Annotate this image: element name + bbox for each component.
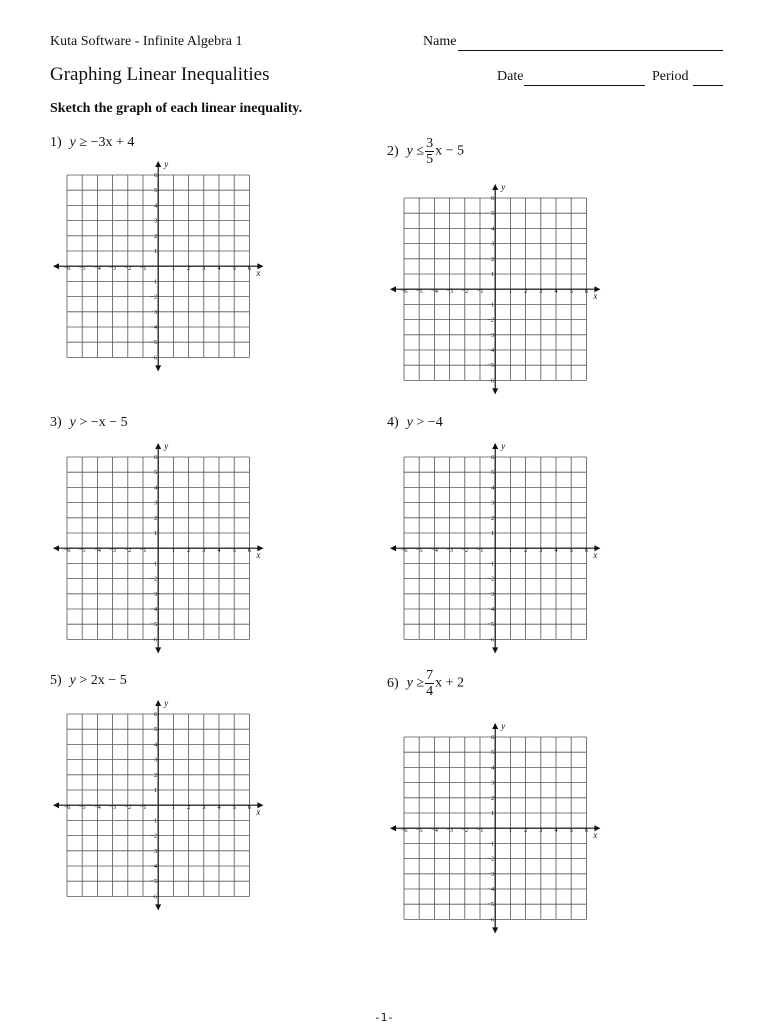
x-tick-label: 2 [186, 547, 191, 555]
y-tick-label: −3 [150, 590, 158, 598]
x-axis-label: x [256, 268, 261, 279]
y-tick-label: 2 [153, 771, 158, 779]
x-tick-label: 4 [554, 288, 558, 296]
fraction-numerator: 7 [426, 668, 434, 683]
coordinate-grid-6[interactable] [387, 720, 601, 940]
y-tick-label: 3 [153, 217, 158, 225]
y-tick-label: −4 [150, 324, 158, 331]
y-axis-label: y [501, 182, 506, 192]
x-tick-label: −3 [109, 804, 117, 812]
x-tick-label: −2 [124, 804, 132, 812]
name-label: Name [423, 34, 457, 49]
x-tick-label: −6 [400, 827, 408, 835]
x-axis-label: x [593, 291, 598, 302]
x-tick-label: 1 [508, 288, 513, 296]
x-tick-label: 3 [202, 265, 206, 273]
x-tick-label: 6 [247, 547, 252, 555]
x-axis-arrow-left [390, 286, 396, 292]
y-axis-arrow-down [492, 388, 498, 394]
y-tick-label: 1 [153, 530, 158, 537]
problem-operator: ≥ [416, 675, 425, 691]
problem-operator: ≤ [416, 143, 425, 159]
y-axis-label: y [164, 441, 169, 451]
y-tick-label: −3 [150, 847, 158, 855]
problem-variable: y [406, 675, 413, 691]
y-tick-label: −6 [150, 636, 158, 644]
problem-variable: y [69, 415, 76, 430]
x-tick-label: −2 [461, 288, 469, 296]
x-axis-label: x [256, 807, 261, 818]
y-axis-arrow-down [492, 927, 498, 933]
y-axis-arrow-down [492, 647, 498, 653]
x-tick-label: 3 [539, 827, 543, 835]
x-tick-label: 6 [247, 265, 252, 273]
x-tick-label: −4 [430, 547, 438, 555]
fraction-numerator: 3 [426, 136, 434, 151]
problem-variable: y [69, 135, 76, 150]
y-tick-label: 1 [490, 271, 495, 278]
y-tick-label: 1 [490, 530, 495, 537]
x-tick-label: −3 [446, 827, 454, 835]
y-axis-arrow-up [492, 184, 498, 190]
problem-5 [50, 673, 127, 689]
y-tick-label: 3 [490, 779, 495, 787]
coordinate-grid-1[interactable] [50, 158, 264, 378]
x-tick-label: 6 [584, 547, 589, 555]
y-tick-label: −2 [150, 832, 158, 840]
date-field-line[interactable] [524, 85, 645, 86]
x-tick-label: −1 [139, 547, 147, 555]
y-tick-label: 4 [153, 741, 158, 749]
x-tick-label: 5 [232, 265, 236, 273]
x-tick-label: 2 [523, 827, 528, 835]
problem-rhs: x − 5 [435, 143, 464, 159]
fraction-denominator: 4 [426, 684, 434, 699]
problem-2 [387, 136, 464, 167]
problem-operator: > [416, 415, 425, 430]
x-tick-label: 2 [523, 288, 528, 296]
name-field-line[interactable] [458, 50, 723, 51]
y-tick-label: 5 [153, 187, 158, 195]
y-tick-label: −6 [150, 354, 158, 362]
coordinate-grid-2[interactable] [387, 181, 601, 401]
problem-variable: y [406, 415, 413, 430]
y-tick-label: −5 [150, 621, 158, 629]
y-tick-label: 6 [153, 454, 158, 461]
x-tick-label: −4 [93, 547, 101, 555]
y-tick-label: 5 [490, 210, 495, 218]
x-tick-label: 1 [171, 804, 176, 812]
x-tick-label: 4 [554, 827, 558, 835]
x-tick-label: 2 [523, 547, 528, 555]
y-tick-label: −3 [487, 870, 495, 878]
x-tick-label: 5 [232, 804, 236, 812]
problem-4 [387, 415, 443, 431]
y-axis-arrow-down [155, 904, 161, 910]
problem-number: 6) [387, 675, 399, 691]
x-tick-label: 2 [186, 804, 191, 812]
problem-number: 3) [50, 415, 62, 430]
x-tick-label: −1 [139, 265, 147, 273]
y-tick-label: 6 [490, 454, 495, 461]
problem-variable: y [69, 673, 76, 688]
coordinate-grid-5[interactable] [50, 697, 264, 917]
worksheet-title: Graphing Linear Inequalities [50, 64, 270, 85]
x-tick-label: 1 [171, 265, 176, 273]
y-tick-label: 4 [153, 484, 158, 492]
y-tick-label: 2 [153, 232, 158, 240]
x-tick-label: −4 [93, 804, 101, 812]
problem-operator: ≥ [79, 135, 88, 150]
problem-variable: y [406, 143, 413, 159]
y-tick-label: −2 [150, 293, 158, 301]
x-axis-arrow-left [390, 545, 396, 551]
x-tick-label: 4 [217, 804, 221, 812]
y-axis-arrow-down [155, 365, 161, 371]
y-axis-arrow-up [155, 700, 161, 706]
y-tick-label: −5 [487, 362, 495, 370]
y-tick-label: 1 [490, 810, 495, 817]
y-tick-label: 2 [490, 794, 495, 802]
y-tick-label: −1 [487, 840, 495, 848]
x-tick-label: 2 [186, 265, 191, 273]
y-tick-label: −5 [150, 878, 158, 886]
coordinate-grid-3[interactable] [50, 440, 264, 660]
y-tick-label: −3 [487, 331, 495, 339]
y-axis-arrow-up [155, 161, 161, 167]
y-axis-label: y [501, 441, 506, 451]
y-tick-label: 4 [490, 225, 495, 233]
y-tick-label: −4 [150, 606, 158, 613]
y-tick-label: −4 [487, 886, 495, 893]
problem-6 [387, 668, 464, 699]
y-tick-label: 4 [490, 764, 495, 772]
x-tick-label: 3 [539, 288, 543, 296]
x-tick-label: −3 [109, 547, 117, 555]
x-tick-label: 4 [217, 547, 221, 555]
x-tick-label: 3 [202, 547, 206, 555]
y-tick-label: 3 [490, 499, 495, 507]
problem-number: 2) [387, 143, 399, 159]
problem-number: 4) [387, 415, 399, 430]
problem-operator: > [79, 673, 88, 688]
y-tick-label: −1 [150, 817, 158, 825]
problem-1 [50, 135, 134, 151]
x-tick-label: −2 [124, 265, 132, 273]
problem-operator: > [79, 415, 88, 430]
x-tick-label: −1 [476, 547, 484, 555]
x-tick-label: −5 [78, 547, 86, 555]
y-tick-label: −6 [487, 377, 495, 385]
page-number: -1- [374, 1011, 394, 1024]
software-title: Kuta Software - Infinite Algebra 1 [50, 34, 243, 49]
y-axis-arrow-up [492, 443, 498, 449]
y-tick-label: 6 [490, 734, 495, 741]
y-tick-label: 6 [153, 172, 158, 179]
fraction [425, 668, 434, 699]
x-tick-label: 3 [539, 547, 543, 555]
x-tick-label: −1 [476, 827, 484, 835]
y-tick-label: 5 [153, 726, 158, 734]
x-axis-arrow-left [53, 263, 59, 269]
problem-rhs: x + 2 [435, 675, 464, 691]
y-tick-label: −5 [487, 621, 495, 629]
x-tick-label: 5 [569, 288, 573, 296]
problem-rhs: 2x − 5 [90, 673, 127, 688]
problem-rhs: −3x + 4 [90, 135, 135, 150]
x-tick-label: 5 [569, 827, 573, 835]
y-tick-label: −2 [487, 855, 495, 863]
x-tick-label: 5 [569, 547, 573, 555]
y-tick-label: 2 [490, 255, 495, 263]
y-tick-label: −6 [150, 893, 158, 901]
y-tick-label: 3 [490, 240, 495, 248]
x-tick-label: −6 [63, 265, 71, 273]
x-tick-label: 1 [171, 547, 176, 555]
x-tick-label: 6 [584, 827, 589, 835]
y-tick-label: −4 [487, 606, 495, 613]
x-tick-label: −4 [430, 827, 438, 835]
y-tick-label: 5 [153, 469, 158, 477]
x-tick-label: −4 [93, 265, 101, 273]
coordinate-grid-4[interactable] [387, 440, 601, 660]
x-axis-label: x [593, 830, 598, 841]
x-tick-label: 1 [508, 547, 513, 555]
problem-number: 5) [50, 673, 62, 688]
y-axis-arrow-up [155, 443, 161, 449]
x-tick-label: −6 [400, 288, 408, 296]
y-tick-label: 4 [490, 484, 495, 492]
problem-rhs: −4 [427, 415, 443, 430]
x-tick-label: −5 [415, 547, 423, 555]
y-tick-label: −1 [150, 560, 158, 568]
x-tick-label: 6 [247, 804, 252, 812]
y-axis-label: y [501, 721, 506, 731]
y-tick-label: −1 [150, 278, 158, 286]
y-tick-label: −4 [487, 347, 495, 354]
x-tick-label: −2 [461, 547, 469, 555]
y-tick-label: −2 [487, 316, 495, 324]
y-tick-label: 6 [490, 195, 495, 202]
y-tick-label: −6 [487, 636, 495, 644]
y-tick-label: 5 [490, 469, 495, 477]
instructions: Sketch the graph of each linear inequality. [50, 101, 303, 116]
x-tick-label: −6 [63, 547, 71, 555]
x-tick-label: 6 [584, 288, 589, 296]
x-tick-label: 4 [554, 547, 558, 555]
x-axis-label: x [256, 550, 261, 561]
x-tick-label: −3 [446, 547, 454, 555]
x-tick-label: −6 [63, 804, 71, 812]
y-tick-label: 1 [153, 248, 158, 255]
period-label: Period [652, 69, 689, 84]
problem-rhs: −x − 5 [90, 415, 128, 430]
x-axis-arrow-left [53, 802, 59, 808]
x-tick-label: 3 [202, 804, 206, 812]
x-tick-label: 1 [508, 827, 513, 835]
x-tick-label: −1 [139, 804, 147, 812]
x-tick-label: −5 [78, 804, 86, 812]
period-field-line[interactable] [693, 85, 723, 86]
x-tick-label: −3 [109, 265, 117, 273]
y-tick-label: −1 [487, 301, 495, 309]
problem-3 [50, 415, 128, 431]
x-tick-label: −4 [430, 288, 438, 296]
y-tick-label: −6 [487, 916, 495, 924]
y-tick-label: 3 [153, 756, 158, 764]
y-tick-label: −3 [150, 308, 158, 316]
x-axis-arrow-left [53, 545, 59, 551]
problem-number: 1) [50, 135, 62, 150]
fraction [425, 136, 434, 167]
x-tick-label: −3 [446, 288, 454, 296]
y-axis-label: y [164, 159, 169, 169]
y-tick-label: 2 [490, 514, 495, 522]
y-tick-label: −2 [150, 575, 158, 583]
x-tick-label: 5 [232, 547, 236, 555]
x-tick-label: −5 [78, 265, 86, 273]
x-tick-label: −5 [415, 827, 423, 835]
y-axis-arrow-up [492, 723, 498, 729]
y-tick-label: 1 [153, 787, 158, 794]
y-tick-label: 6 [153, 711, 158, 718]
x-tick-label: −2 [124, 547, 132, 555]
date-label: Date [497, 69, 524, 84]
y-axis-label: y [164, 698, 169, 708]
x-tick-label: −2 [461, 827, 469, 835]
x-axis-arrow-left [390, 825, 396, 831]
y-tick-label: 3 [153, 499, 158, 507]
fraction-denominator: 5 [426, 152, 434, 167]
y-axis-arrow-down [155, 647, 161, 653]
x-tick-label: −1 [476, 288, 484, 296]
x-tick-label: 4 [217, 265, 221, 273]
y-tick-label: 4 [153, 202, 158, 210]
y-tick-label: −1 [487, 560, 495, 568]
y-tick-label: −3 [487, 590, 495, 598]
y-tick-label: −2 [487, 575, 495, 583]
x-tick-label: −6 [400, 547, 408, 555]
x-axis-label: x [593, 550, 598, 561]
y-tick-label: −4 [150, 863, 158, 870]
x-tick-label: −5 [415, 288, 423, 296]
y-tick-label: 2 [153, 514, 158, 522]
y-tick-label: −5 [487, 901, 495, 909]
y-tick-label: 5 [490, 749, 495, 757]
y-tick-label: −5 [150, 339, 158, 347]
